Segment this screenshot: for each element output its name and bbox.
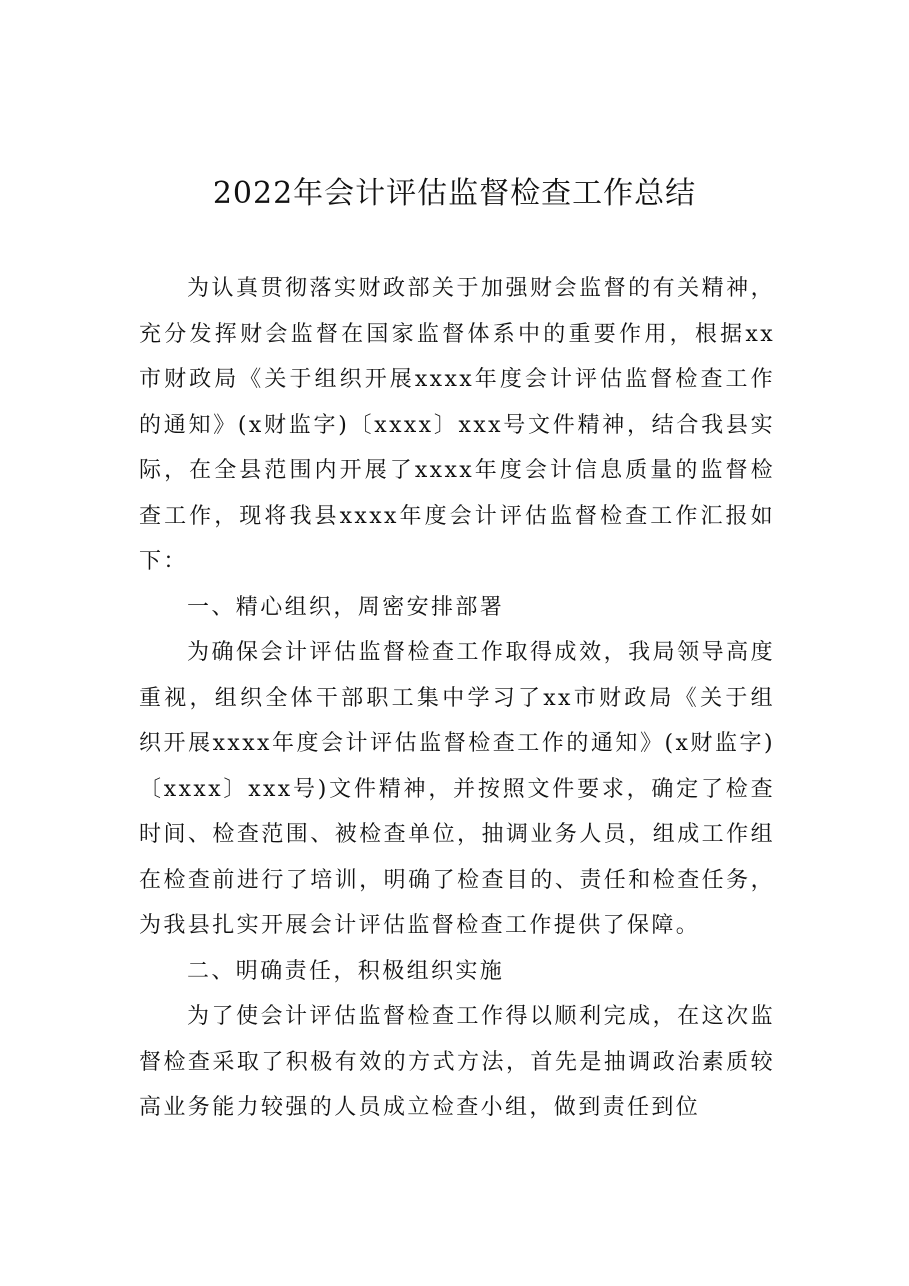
section-2-paragraph: 为了使会计评估监督检查工作得以顺利完成，在这次监督检查采取了积极有效的方式方法，首先是抽调政治素质较高业务能力较强的人员成立检查小组，做到责任到位	[139, 1004, 775, 1120]
intro-paragraph: 为认真贯彻落实财政部关于加强财会监督的有关精神，充分发挥财会监督在国家监督体系中的重要作用，根据xx市财政局《关于组织开展xxxx年度会计评估监督检查工作的通知》(x财监字)〔xxxx〕xxx号文件精神，结合我县实际，在全县范围内开展了xxxx年度会计信息质量的监督检查工作，现将我县xxxx年度会计评估监督检查工作汇报如下：	[139, 276, 775, 574]
document-title: 2022年会计评估监督检查工作总结	[212, 176, 697, 211]
section-1-paragraph: 为确保会计评估监督检查工作取得成效，我局领导高度重视，组织全体干部职工集中学习了xx市财政局《关于组织开展xxxx年度会计评估监督检查工作的通知》(x财监字)〔xxxx〕xxx号)文件精神，并按照文件要求，确定了检查时间、检查范围、被检查单位，抽调业务人员，组成工作组在检查前进行了培训，明确了检查目的、责任和检查任务，为我县扎实开展会计评估监督检查工作提供了保障。	[139, 640, 775, 938]
section-heading-2: 二、明确责任，积极组织实施	[187, 958, 505, 984]
section-heading-1: 一、精心组织，周密安排部署	[187, 594, 505, 620]
document-body	[139, 266, 775, 1131]
